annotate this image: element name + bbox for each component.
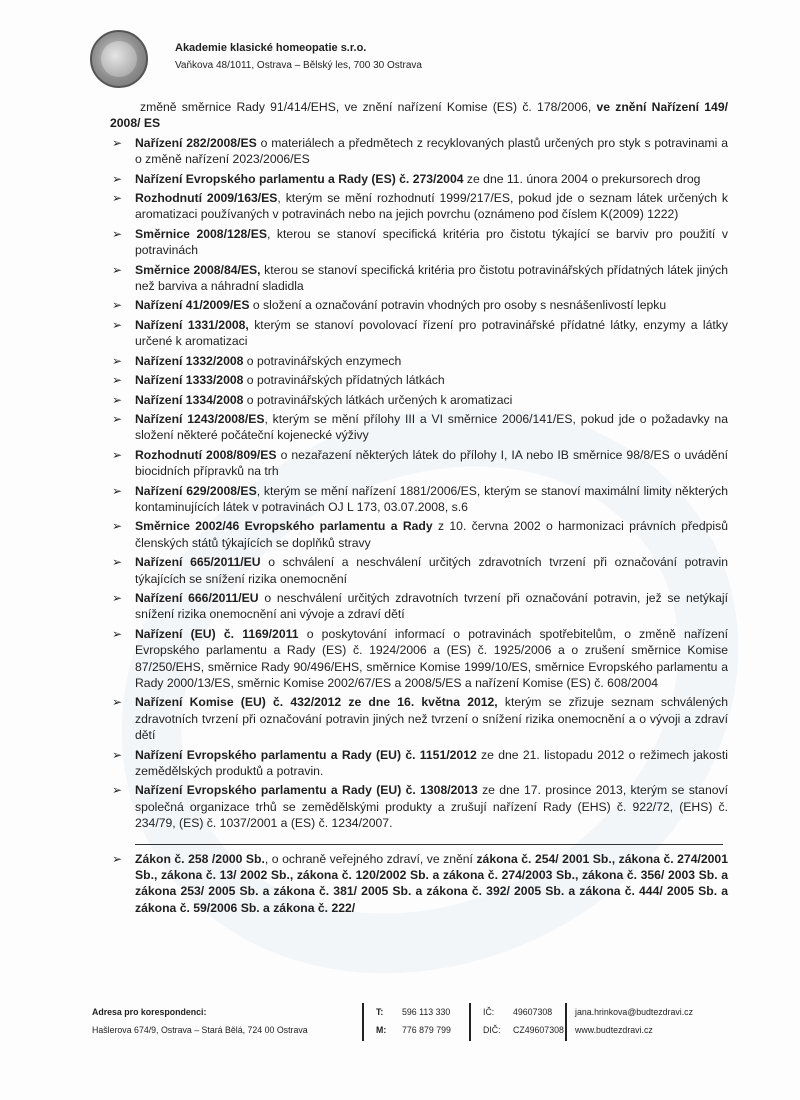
footer-phones: T: 596 113 330 M: 776 879 799 <box>362 1003 451 1041</box>
regulation-item: ➢ Nařízení Evropského parlamentu a Rady (ES) č. 273/2004 ze dne 11. února 2004 o prekursorech drog <box>112 171 701 186</box>
regulation-item: ➢ Nařízení 1332/2008 o potravinářských enzymech <box>112 353 402 368</box>
arrow-bullet-icon: ➢ <box>112 392 123 407</box>
regulation-item: ➢ Nařízení (EU) č. 1169/2011 o poskytování informací o potravinách spotřebitelům, o změně nařízení Evropského parlamentu a Rady (ES) č. 1924/2006 a (ES) č. 1925/2006 a o zrušení směrnice Komise 87/250/EHS, směrnice Rady 90/496/EHS, směrnice Komise 1999/10/ES, směrnice Evropského parlamentu a Rady 2000/13/ES, směrnic Komise 2002/67/ES a 2008/5/ES a nařízení Komise (ES) č. 608/2004 <box>112 626 728 690</box>
arrow-bullet-icon: ➢ <box>112 191 123 206</box>
regulation-item: ➢ Nařízení Komise (EU) č. 432/2012 ze dne 16. května 2012, kterým se zřizuje seznam schválených zdravotních tvrzení při označování potravin jiných než tvrzení o snížení rizika onemocnění a o vývoji a zdraví dětí <box>112 695 728 743</box>
company-logo <box>90 30 148 88</box>
email-link[interactable]: jana.hrinkova@budtezdravi.cz <box>575 1007 693 1017</box>
website-link[interactable]: www.budtezdravi.cz <box>575 1025 653 1035</box>
regulation-item: ➢ Směrnice 2002/46 Evropského parlamentu a Rady z 10. června 2002 o harmonizaci právních předpisů členských států týkajících se doplňků stravy <box>112 519 728 550</box>
section-divider <box>135 844 723 845</box>
arrow-bullet-icon: ➢ <box>112 590 123 605</box>
arrow-bullet-icon: ➢ <box>112 851 123 866</box>
regulation-item: ➢ Nařízení 666/2011/EU o neschválení určitých zdravotních tvrzení při označování potravin, jež se netýkají snížení rizika onemocnění ani vývoje a zdraví dětí <box>112 590 728 622</box>
law-item: ➢ Zákon č. 258 /2000 Sb., o ochraně veřejného zdraví, ve znění zákona č. 254/ 2001 Sb., zákona č. 274/2001 Sb., zákona č. 13/ 2002 Sb., zákona č. 120/2002 Sb. a zákona č. 274/2003 Sb., zákona č. 356/ 2003 Sb. a zákona 253/ 2005 Sb. a zákona č. 381/ 2005 Sb. a zákona č. 392/ 2005 Sb. a zákona č. 444/ 2005 Sb. a zákona č. 59/2006 Sb. a zákona č. 222/ <box>112 851 728 915</box>
regulation-item: ➢ Nařízení 629/2008/ES, kterým se mění nařízení 1881/2006/ES, kterým se stanoví maximální limity některých kontaminujících látek v potravinách OJ L 173, 03.07.2008, s.6 <box>112 483 728 514</box>
logo-portrait-icon <box>101 41 137 77</box>
regulation-item: ➢ Směrnice 2008/128/ES, kterou se stanoví specifická kritéria pro čistotu týkající se barviv pro použití v potravinách <box>112 226 728 258</box>
regulation-item: ➢ Nařízení 1243/2008/ES, kterým se mění přílohy III a VI směrnice 2006/141/ES, pokud jde o požadavky na složení některé počáteční kojenecké výživy <box>112 411 728 443</box>
regulation-item: ➢ Nařízení 41/2009/ES o složení a označování potravin vhodných pro osoby s nesnášenlivostí lepku <box>112 298 667 313</box>
regulation-item: ➢ Směrnice 2008/84/ES, kterou se stanoví specifická kritéria pro čistotu potravinářských přídatných látek jiných než barviva a náhradní sladidla <box>112 262 728 294</box>
regulation-list <box>110 99 728 916</box>
arrow-bullet-icon: ➢ <box>112 783 123 798</box>
regulation-item: ➢ Nařízení 282/2008/ES o materiálech a předmětech z recyklovaných plastů určených pro styk s potravinami a o změně nařízení 2023/2006/ES <box>112 135 728 167</box>
arrow-bullet-icon: ➢ <box>112 226 123 241</box>
arrow-bullet-icon: ➢ <box>112 447 123 462</box>
mobile-number: 776 879 799 <box>402 1025 451 1035</box>
arrow-bullet-icon: ➢ <box>112 262 123 277</box>
company-address: Vaňkova 48/1011, Ostrava – Bělský les, 700 30 Ostrava <box>175 60 422 71</box>
arrow-bullet-icon: ➢ <box>112 317 123 332</box>
arrow-bullet-icon: ➢ <box>112 298 123 313</box>
phone-number: 596 113 330 <box>402 1007 451 1017</box>
regulation-item: ➢ Nařízení 665/2011/EU o schválení a neschválení určitých zdravotních tvrzení při označování potravin týkajících se snížení rizika onemocnění <box>112 555 728 586</box>
arrow-bullet-icon: ➢ <box>112 519 123 534</box>
regulation-item: ➢ Nařízení 1331/2008, kterým se stanoví povolovací řízení pro potravinářské přídatné látky, enzymy a látky určené k aromatizaci <box>112 317 728 349</box>
arrow-bullet-icon: ➢ <box>112 555 123 570</box>
arrow-bullet-icon: ➢ <box>112 171 123 186</box>
arrow-bullet-icon: ➢ <box>112 626 123 641</box>
arrow-bullet-icon: ➢ <box>112 747 123 762</box>
regulation-item: ➢ Nařízení Evropského parlamentu a Rady (EU) č. 1308/2013 ze dne 17. prosince 2013, kterým se stanoví společná organizace trhů se zemědělskými produkty a zrušují nařízení Rady (EHS) č. 922/72, (EHS) č. 234/79, (ES) č. 1037/2001 a (ES) č. 1234/2007. <box>112 783 728 831</box>
regulation-item: ➢ Nařízení 1334/2008 o potravinářských látkách určených k aromatizaci <box>112 392 513 407</box>
footer-contact <box>565 1003 693 1041</box>
arrow-bullet-icon: ➢ <box>112 411 123 426</box>
regulation-item: ➢ Rozhodnutí 2008/809/ES o nezařazení některých látek do přílohy I, IA nebo IB směrnice 98/8/ES o uvádění biocidních přípravků na trh <box>112 447 728 479</box>
company-info <box>175 42 422 71</box>
regulation-item: ➢ Nařízení Evropského parlamentu a Rady (EU) č. 1151/2012 ze dne 21. listopadu 2012 o režimech jakosti zemědělských produktů a potravin. <box>112 747 728 779</box>
arrow-bullet-icon: ➢ <box>112 135 123 150</box>
footer-company-ids: IČ: 49607308 DIČ: CZ49607308 <box>469 1003 564 1041</box>
continuation-paragraph: změně směrnice Rady 91/414/EHS, ve znění nařízení Komise (ES) č. 178/2006, ve znění Nařízení 149/ 2008/ ES <box>110 100 728 131</box>
arrow-bullet-icon: ➢ <box>112 483 123 498</box>
company-name: Akademie klasické homeopatie s.r.o. <box>175 42 367 54</box>
footer-address: Adresa pro korespondenci: Hašlerova 674/9, Ostrava – Stará Bělá, 724 00 Ostrava <box>92 1007 308 1035</box>
regulation-item: ➢ Rozhodnutí 2009/163/ES, kterým se mění rozhodnutí 1999/217/ES, pokud jde o seznam látek určených k aromatizaci používaných v potravinách nebo na jejich povrchu (oznámeno pod číslem K(2009) 1222) <box>112 191 728 222</box>
arrow-bullet-icon: ➢ <box>112 373 123 388</box>
arrow-bullet-icon: ➢ <box>112 695 123 710</box>
arrow-bullet-icon: ➢ <box>112 353 123 368</box>
regulation-item: ➢ Nařízení 1333/2008 o potravinářských přídatných látkách <box>112 373 445 388</box>
